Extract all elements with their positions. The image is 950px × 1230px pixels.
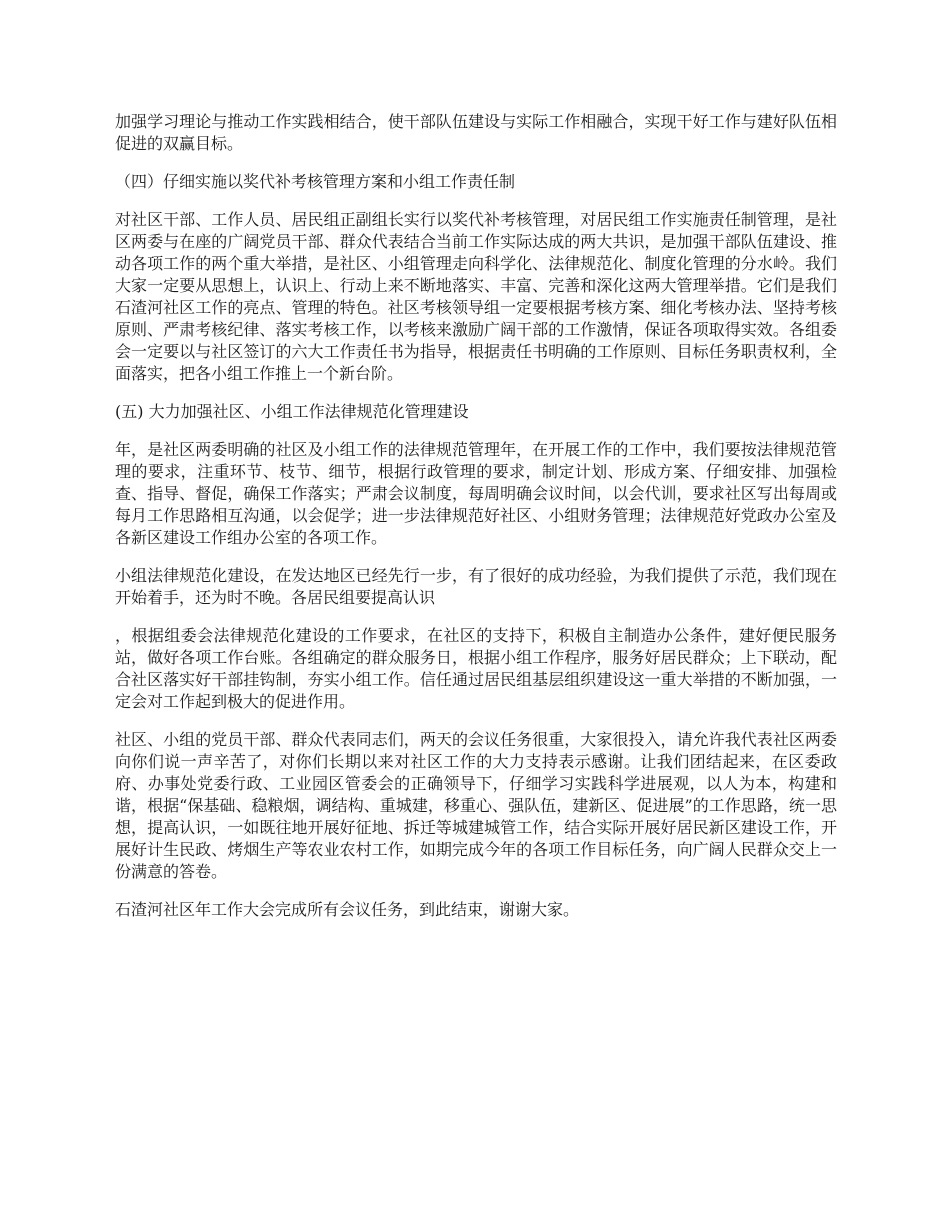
section-heading-5: (五) 大力加强社区、小组工作法律规范化管理建设 xyxy=(115,402,469,421)
paragraph-section-5-c: ，根据组委会法律规范化建设的工作要求，在社区的支持下，积极自主制造办公条件，建好便民服务站，做好各项工作台账。各组确定的群众服务日，根据小组工作程序，服务好居民群众；上下联动，配合社区落实好干部挂钩制，夯实小组工作。信任通过居民组基层组织建设这一重大举措的不断加强，一定会对工作起到极大的促进作用。 xyxy=(115,626,837,711)
paragraph-section-4: 对社区干部、工作人员、居民组正副组长实行以奖代补考核管理，对居民组工作实施责任制管理，是社区两委与在座的广阔党员干部、群众代表结合当前工作实际达成的两大共识，是加强干部队伍建设、推动各项工作的两个重大举措，是社区、小组管理走向科学化、法律规范化、制度化管理的分水岭。我们大家一定要从思想上，认识上、行动上来不断地落实、丰富、完善和深化这两大管理举措。它们是我们石渣河社区工作的亮点、管理的特色。社区考核领导组一定要根据考核方案、细化考核办法、坚持考核原则、严肃考核纪律、落实考核工作，以考核来激励广阔干部的工作激情，保证各项取得实效。各组委会一定要以与社区签订的六大工作责任书为指导，根据责任书明确的工作原则、目标任务职责权利，全面落实，把各小组工作推上一个新台阶。 xyxy=(115,210,837,383)
document-body xyxy=(115,111,837,937)
section-heading-4: （四）仔细实施以奖代补考核管理方案和小组工作责任制 xyxy=(115,172,516,191)
paragraph-section-5-a: 年，是社区两委明确的社区及小组工作的法律规范管理年，在开展工作的工作中，我们要按法律规范管理的要求，注重环节、枝节、细节，根据行政管理的要求，制定计划、形成方案、仔细安排、加强检查、指导、督促，确保工作落实；严肃会议制度，每周明确会议时间，以会代训，要求社区写出每周或每月工作思路相互沟通，以会促学；进一步法律规范好社区、小组财务管理；法律规范好党政办公室及各新区建设工作组办公室的各项工作。 xyxy=(115,440,837,547)
paragraph-section-5-b: 小组法律规范化建设，在发达地区已经先行一步，有了很好的成功经验，为我们提供了示范，我们现在开始着手，还为时不晚。各居民组要提高认识 xyxy=(115,566,837,607)
paragraph-intro: 加强学习理论与推动工作实践相结合，使干部队伍建设与实际工作相融合，实现干好工作与建好队伍相促进的双赢目标。 xyxy=(115,112,837,153)
paragraph-closing: 社区、小组的党员干部、群众代表同志们，两天的会议任务很重，大家很投入，请允许我代表社区两委向你们说一声辛苦了，对你们长期以来对社区工作的大力支持表示感谢。让我们团结起来，在区委政府、办事处党委行政、工业园区管委会的正确领导下，仔细学习实践科学进展观，以人为本，构建和谐，根据“保基础、稳粮烟，调结构、重城建，移重心、强队伍，建新区、促进展”的工作思路，统一思想，提高认识，一如既往地开展好征地、拆迁等城建城管工作，结合实际开展好居民新区建设工作，开展好计生民政、烤烟生产等农业农村工作，如期完成今年的各项工作目标任务，向广阔人民群众交上一份满意的答卷。 xyxy=(115,730,837,881)
paragraph-final: 石渣河社区年工作大会完成所有会议任务，到此结束，谢谢大家。 xyxy=(115,900,580,919)
